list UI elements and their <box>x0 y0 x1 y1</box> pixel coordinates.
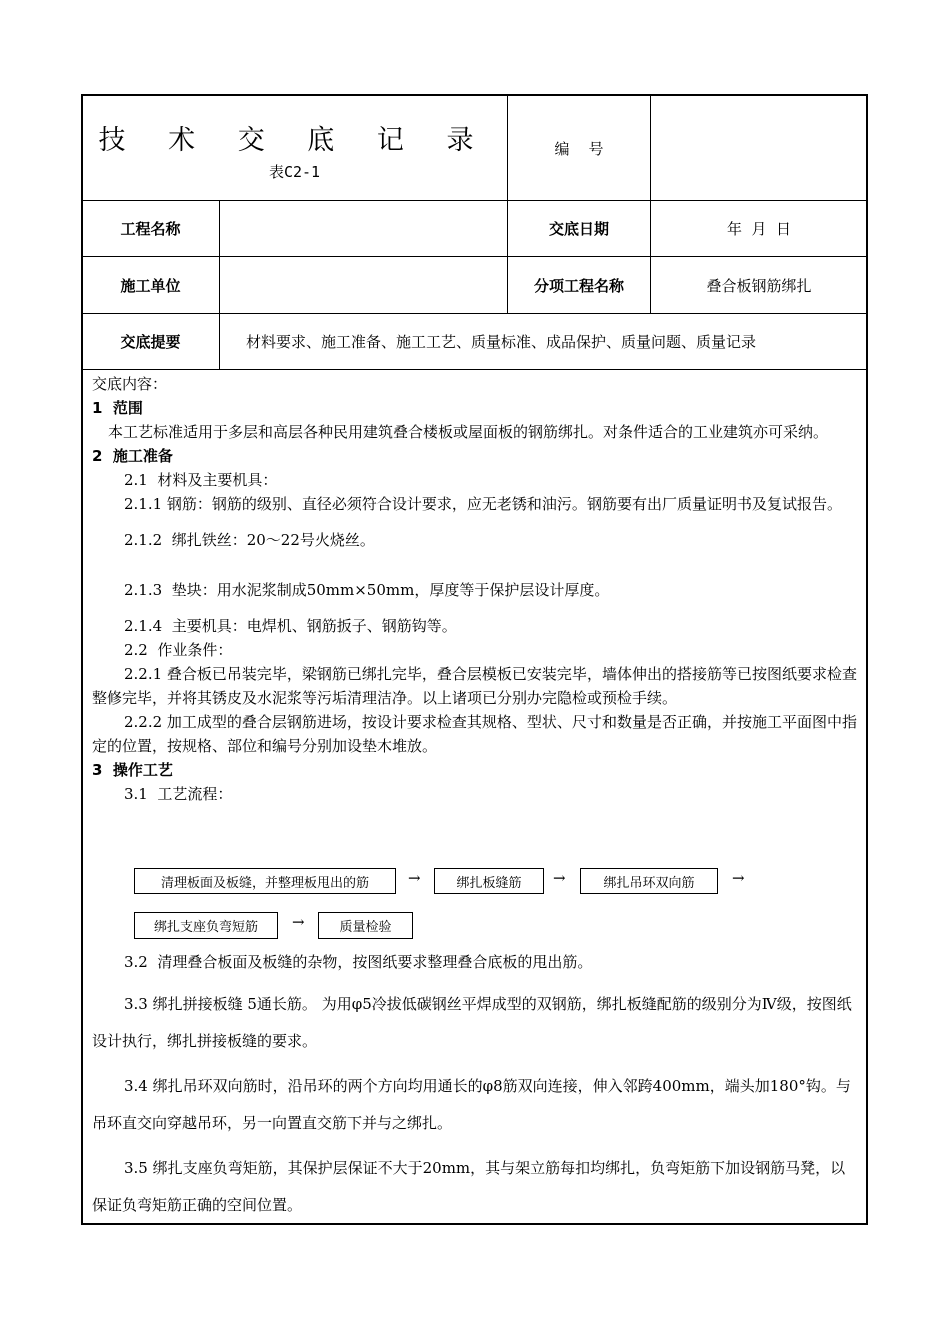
summary-value: 材料要求、施工准备、施工工艺、质量标准、成品保护、质量问题、质量记录 <box>246 333 757 351</box>
section-3-5: 3.5 绑扎支座负弯矩筋，其保护层保证不大于20mm，其与架立筋每扣均绑扎，负弯矩筋下加设钢筋马凳，以保证负弯矩筋正确的空间位置。 <box>92 1159 846 1214</box>
summary-label: 交底提要 <box>120 333 181 351</box>
section-2-2: 2.2 作业条件： <box>124 641 233 659</box>
date-value[interactable]: 年 月 日 <box>726 220 792 238</box>
section-1-text: 本工艺标准适用于多层和高层各种民用建筑叠合楼板或屋面板的钢筋绑扎。对条件适合的工业建筑亦可采纳。 <box>108 423 829 441</box>
code-value[interactable] <box>651 96 867 200</box>
row-divider <box>82 369 867 370</box>
section-3-4: 3.4 绑扎吊环双向筋时，沿吊环的两个方向均用通长的φ8筋双向连接，伸入邻跨400mm，端头加180°钩。与吊环直交向穿越吊环，另一向置直交筋下并与之绑扎。 <box>92 1077 851 1132</box>
section-3-3: 3.3 绑扎拼接板缝 5通长筋。 为用φ5冷拔低碳钢丝平焊成型的双钢筋，绑扎板缝配筋的级别分为Ⅳ级，按图纸设计执行，绑扎拼接板缝的要求。 <box>92 995 852 1050</box>
flow-step-clean-slab: 清理板面及板缝，并整理板甩出的筋 <box>134 868 396 894</box>
section-2-2-2: 2.2.2 加工成型的叠合层钢筋进场，按设计要求检查其规格、型状、尺寸和数量是否正确，并按施工平面图中指定的位置，按规格、部位和编号分别加设垫木堆放。 <box>92 713 857 755</box>
section-2-2-1: 2.2.1 叠合板已吊装完毕，梁钢筋已绑扎完毕，叠合层模板已安装完毕，墙体伸出的搭接筋等已按图纸要求检查整修完毕，并将其锈皮及水泥浆等污垢清理洁净。以上诸项已分别办完隐检或预检手续。 <box>92 665 857 707</box>
section-3-title: 3 操作工艺 <box>92 761 173 779</box>
subitem-name-value: 叠合板钢筋绑扎 <box>706 276 812 295</box>
section-2-1-3: 2.1.3 垫块：用水泥浆制成50mm×50mm，厚度等于保护层设计厚度。 <box>124 581 610 599</box>
construction-unit-label: 施工单位 <box>120 276 181 295</box>
flow-arrow: → <box>732 869 745 887</box>
form-title: 技 术 交 底 记 录 <box>98 125 491 156</box>
code-label: 编 号 <box>554 139 604 158</box>
section-2-1: 2.1 材料及主要机具： <box>124 471 278 489</box>
flow-arrow: → <box>553 869 566 887</box>
form-number: 表C2-1 <box>268 163 321 181</box>
flow-arrow: → <box>408 869 421 887</box>
construction-unit-value[interactable] <box>220 257 507 313</box>
flow-arrow: → <box>292 913 305 931</box>
flow-step-quality-check: 质量检验 <box>318 912 413 939</box>
section-2-1-2: 2.1.2 绑扎铁丝：20～22号火烧丝。 <box>124 531 375 549</box>
content-heading: 交底内容： <box>92 375 168 393</box>
section-2-1-1: 2.1.1 钢筋：钢筋的级别、直径必须符合设计要求，应无老锈和油污。钢筋要有出厂质量证明书及复试报告。 <box>124 495 842 513</box>
section-1-title: 1 范围 <box>92 399 143 417</box>
section-3-2: 3.2 清理叠合板面及板缝的杂物，按图纸要求整理叠合底板的甩出筋。 <box>124 953 593 971</box>
project-name-value[interactable] <box>220 201 507 256</box>
date-label: 交底日期 <box>548 220 609 238</box>
project-name-label: 工程名称 <box>120 220 181 238</box>
flow-step-tie-joint-bars: 绑扎板缝筋 <box>434 868 544 894</box>
flow-step-tie-support-bars: 绑扎支座负弯短筋 <box>134 912 278 939</box>
subitem-name-label: 分项工程名称 <box>533 276 624 295</box>
section-2-1-4: 2.1.4 主要机具：电焊机、钢筋扳子、钢筋钩等。 <box>124 617 457 635</box>
flow-step-tie-lifting-ring-bars: 绑扎吊环双向筋 <box>580 868 718 894</box>
section-3-1: 3.1 工艺流程： <box>124 785 233 803</box>
disclosure-content-continued <box>92 950 860 1224</box>
disclosure-content <box>92 372 860 806</box>
section-2-title: 2 施工准备 <box>92 447 173 465</box>
